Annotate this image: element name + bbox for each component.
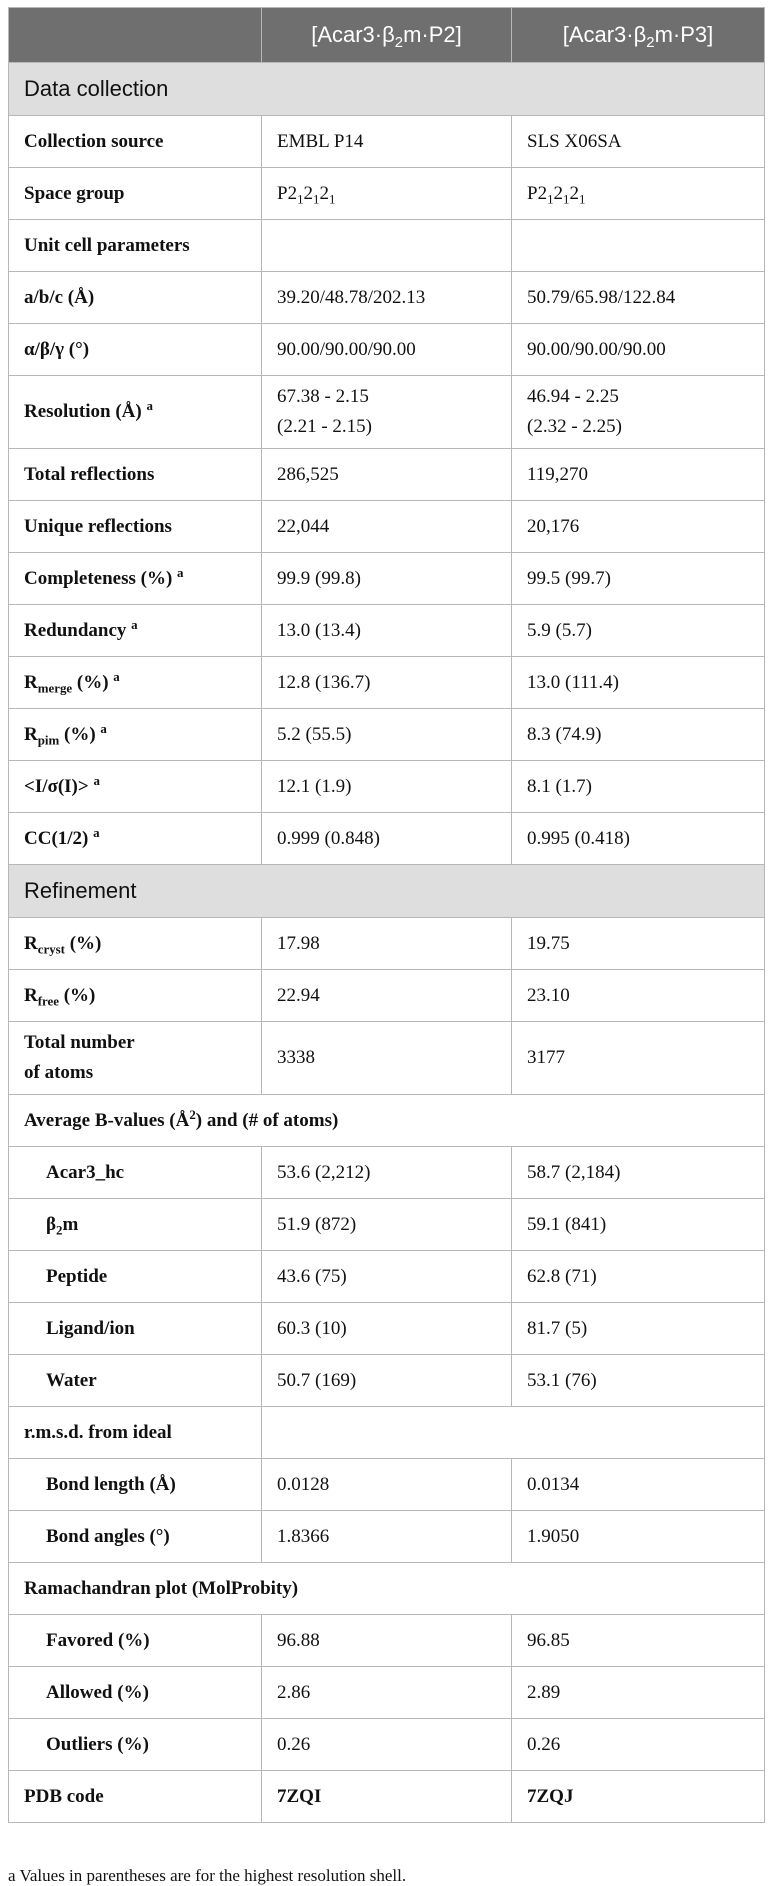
value-p3: 62.8 (71) (512, 1251, 765, 1303)
row-label: r.m.s.d. from ideal (9, 1407, 262, 1459)
value-p3: 19.75 (512, 918, 765, 970)
value-p2: 0.0128 (262, 1459, 512, 1511)
value-p2: 60.3 (10) (262, 1303, 512, 1355)
section-refinement: Refinement (9, 865, 765, 918)
value-p2: 5.2 (55.5) (262, 709, 512, 761)
table-row (9, 1199, 765, 1251)
row-label: Total number of atoms (9, 1022, 262, 1095)
value-p3: SLS X06SA (512, 116, 765, 168)
value-p3: 2.89 (512, 1667, 765, 1719)
value-p3: 8.1 (1.7) (512, 761, 765, 813)
value-p2: 12.8 (136.7) (262, 657, 512, 709)
row-label: Unique reflections (9, 501, 262, 553)
value-p2: 22,044 (262, 501, 512, 553)
value-p3: $P2_12_12_1$ (512, 168, 765, 220)
row-label: Bond length (Å) (9, 1459, 262, 1511)
table-row (9, 1022, 765, 1095)
value-p2: 3338 (262, 1022, 512, 1095)
table-row (9, 1719, 765, 1771)
row-label: Average B-values $(Å^2)$ and (# of atoms) (9, 1095, 765, 1147)
value-p2: 51.9 (872) (262, 1199, 512, 1251)
row-label: <I/σ(I)> $^a$ (9, 761, 262, 813)
value-p2: 39.20/48.78/202.13 (262, 272, 512, 324)
value-p2: 90.00/90.00/90.00 (262, 324, 512, 376)
value-p2 (262, 220, 512, 272)
value-p2: 53.6 (2,212) (262, 1147, 512, 1199)
value-p3: 1.9050 (512, 1511, 765, 1563)
pdb-code-p2: 7ZQI (262, 1771, 512, 1823)
row-label: $R_{pim}$ (%) $^a$ (9, 709, 262, 761)
table-row (9, 1459, 765, 1511)
table-row (9, 813, 765, 865)
value-p2: 67.38 - 2.15 (2.21 - 2.15) (262, 376, 512, 449)
table-row (9, 116, 765, 168)
value-p3: 99.5 (99.7) (512, 553, 765, 605)
table-row (9, 1511, 765, 1563)
row-label: Outliers (%) (9, 1719, 262, 1771)
value-p3: 8.3 (74.9) (512, 709, 765, 761)
header-p3: $[Acar3\cdot\beta_2m\cdot P3]$ (512, 8, 765, 63)
table-row (9, 605, 765, 657)
value-p3: 0.0134 (512, 1459, 765, 1511)
row-label: Water (9, 1355, 262, 1407)
value-p3: 59.1 (841) (512, 1199, 765, 1251)
row-label: Total reflections (9, 449, 262, 501)
value-p2: 96.88 (262, 1615, 512, 1667)
value-p3: 46.94 - 2.25 (2.32 - 2.25) (512, 376, 765, 449)
table-row (9, 1251, 765, 1303)
value-p3 (512, 220, 765, 272)
row-label: CC(1/2) $^a$ (9, 813, 262, 865)
table-row (9, 1667, 765, 1719)
value-p2: 22.94 (262, 970, 512, 1022)
value-p3: 53.1 (76) (512, 1355, 765, 1407)
crystallography-table (8, 7, 765, 1823)
value-p3: 119,270 (512, 449, 765, 501)
value-p2: 50.7 (169) (262, 1355, 512, 1407)
value-p3: 81.7 (5) (512, 1303, 765, 1355)
table-row (9, 1563, 765, 1615)
row-label: $R_{cryst}$ (%) (9, 918, 262, 970)
value-p3: 50.79/65.98/122.84 (512, 272, 765, 324)
value-p3: 20,176 (512, 501, 765, 553)
value-p2: 43.6 (75) (262, 1251, 512, 1303)
value-p2: 2.86 (262, 1667, 512, 1719)
value-p2: EMBL P14 (262, 116, 512, 168)
footnote: a Values in parentheses are for the highest resolution shell. (8, 1866, 407, 1885)
value-p2: $P2_12_12_1$ (262, 168, 512, 220)
value-p3: 0.995 (0.418) (512, 813, 765, 865)
table-row (9, 324, 765, 376)
table-row (9, 970, 765, 1022)
row-label: Ramachandran plot (MolProbity) (9, 1563, 765, 1615)
value-p2: 17.98 (262, 918, 512, 970)
row-label: $R_{merge}$ (%) $^a$ (9, 657, 262, 709)
row-label: Completeness (%) $^a$ (9, 553, 262, 605)
table-row (9, 761, 765, 813)
value-empty (262, 1407, 765, 1459)
value-p3: 96.85 (512, 1615, 765, 1667)
row-label: Ligand/ion (9, 1303, 262, 1355)
header-p2: $[Acar3\cdot\beta_2m\cdot P2]$ (262, 8, 512, 63)
value-p2: 286,525 (262, 449, 512, 501)
value-p2: 13.0 (13.4) (262, 605, 512, 657)
value-p2: 0.26 (262, 1719, 512, 1771)
value-p3: 90.00/90.00/90.00 (512, 324, 765, 376)
section-row (9, 63, 765, 116)
table-row (9, 1303, 765, 1355)
row-label: α/β/γ (°) (9, 324, 262, 376)
row-label: Space group (9, 168, 262, 220)
row-label: Favored (%) (9, 1615, 262, 1667)
value-p2: 0.999 (0.848) (262, 813, 512, 865)
value-p3: 5.9 (5.7) (512, 605, 765, 657)
row-label: Resolution (Å) $^a$ (9, 376, 262, 449)
value-p3: 0.26 (512, 1719, 765, 1771)
section-data-collection: Data collection (9, 63, 765, 116)
row-label: Peptide (9, 1251, 262, 1303)
table-row (9, 1615, 765, 1667)
value-p2: 99.9 (99.8) (262, 553, 512, 605)
table-row (9, 1407, 765, 1459)
row-label: Bond angles (°) (9, 1511, 262, 1563)
value-p3: 23.10 (512, 970, 765, 1022)
row-label: Unit cell parameters (9, 220, 262, 272)
pdb-code-p3: 7ZQJ (512, 1771, 765, 1823)
value-p2: 12.1 (1.9) (262, 761, 512, 813)
table-row (9, 553, 765, 605)
row-label: Redundancy $^a$ (9, 605, 262, 657)
table-row (9, 220, 765, 272)
row-label: $\beta_2m$ (9, 1199, 262, 1251)
row-label: $R_{free}$ (%) (9, 970, 262, 1022)
table-row (9, 272, 765, 324)
row-label: Allowed (%) (9, 1667, 262, 1719)
row-label: Collection source (9, 116, 262, 168)
value-p2: 1.8366 (262, 1511, 512, 1563)
table-row (9, 709, 765, 761)
table-row (9, 657, 765, 709)
table-row (9, 168, 765, 220)
row-label: Acar3_hc (9, 1147, 262, 1199)
value-p3: 13.0 (111.4) (512, 657, 765, 709)
value-p3: 58.7 (2,184) (512, 1147, 765, 1199)
table-row (9, 449, 765, 501)
row-label: a/b/c (Å) (9, 272, 262, 324)
value-p3: 3177 (512, 1022, 765, 1095)
table-row (9, 1095, 765, 1147)
table-row (9, 501, 765, 553)
table-row (9, 1771, 765, 1823)
header-row (9, 8, 765, 63)
header-empty (9, 8, 262, 63)
section-row (9, 865, 765, 918)
table-row (9, 1147, 765, 1199)
row-label: PDB code (9, 1771, 262, 1823)
table-row (9, 376, 765, 449)
table-row (9, 918, 765, 970)
table-row (9, 1355, 765, 1407)
